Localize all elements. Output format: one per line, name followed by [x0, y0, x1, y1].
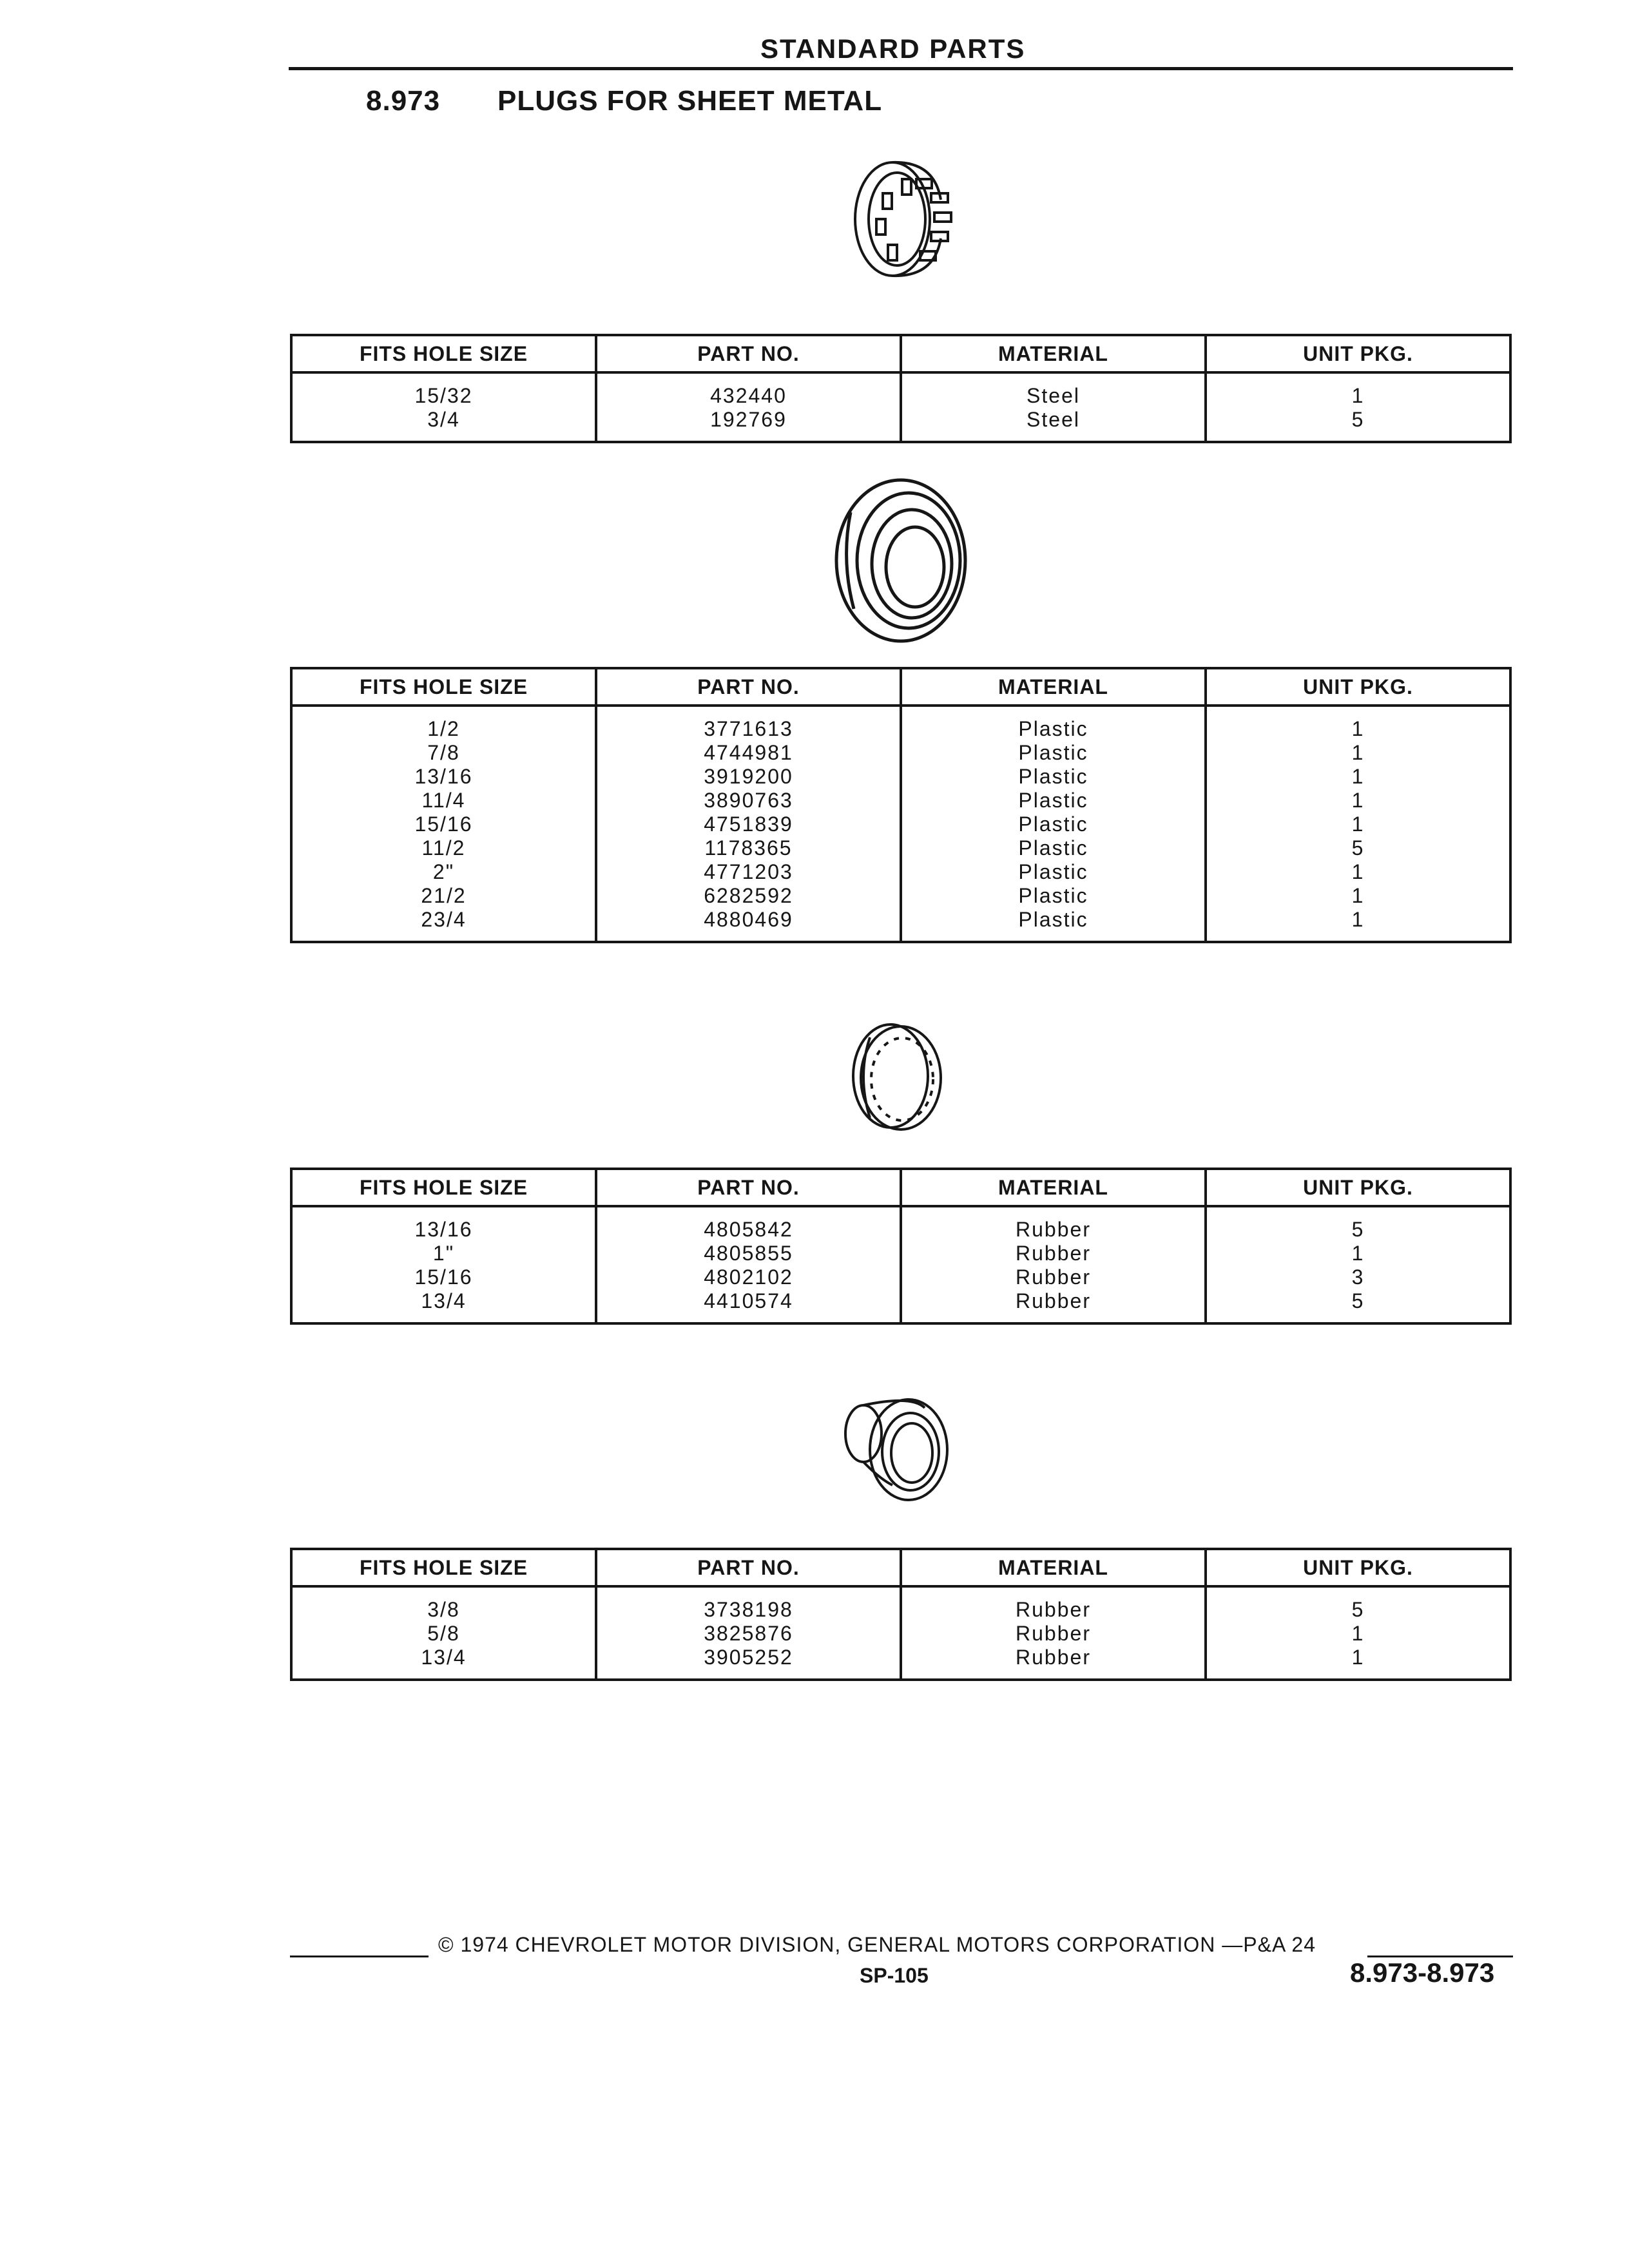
- cell-fits-hole-size: 15/16: [414, 812, 473, 836]
- table-body: [290, 1207, 1512, 1325]
- parts-table-steel: [290, 334, 1512, 443]
- cell-part-no: 432440: [710, 384, 787, 407]
- column-fits-hole-size: [293, 374, 597, 441]
- cell-fits-hole-size: 3/4: [427, 408, 460, 431]
- cell-fits-hole-size: 13/4: [421, 1289, 467, 1312]
- cell-part-no: 3771613: [704, 717, 793, 740]
- cell-fits-hole-size: 21/2: [421, 884, 467, 907]
- cell-material: Plastic: [1018, 717, 1088, 740]
- parts-table-rubber-plug: [290, 1168, 1512, 1325]
- cell-unit-pkg: 1: [1351, 860, 1365, 883]
- cell-unit-pkg: 1: [1351, 789, 1365, 812]
- cell-part-no: 4802102: [704, 1265, 793, 1289]
- cell-fits-hole-size: 11/2: [421, 836, 466, 860]
- column-fits-hole-size: [293, 1207, 597, 1322]
- col-part-no: PART NO.: [597, 669, 902, 704]
- col-part-no: PART NO.: [597, 1550, 902, 1585]
- cell-part-no: 3738198: [704, 1598, 793, 1621]
- parts-table-plastic: [290, 667, 1512, 943]
- column-part-no: [597, 707, 902, 941]
- column-material: [902, 374, 1207, 441]
- cell-unit-pkg: 5: [1351, 1598, 1365, 1621]
- column-material: [902, 707, 1207, 941]
- cell-unit-pkg: 1: [1351, 812, 1365, 836]
- cell-part-no: 1178365: [704, 836, 793, 860]
- cell-material: Plastic: [1018, 908, 1088, 931]
- cell-material: Plastic: [1018, 765, 1088, 788]
- cell-unit-pkg: 1: [1351, 908, 1365, 931]
- cell-material: Plastic: [1018, 812, 1088, 836]
- cell-material: Steel: [1027, 384, 1080, 407]
- col-part-no: PART NO.: [597, 336, 902, 371]
- cell-material: Rubber: [1016, 1289, 1091, 1312]
- footer-page-id: SP-105: [860, 1964, 929, 1987]
- cell-part-no: 3919200: [704, 765, 793, 788]
- cell-unit-pkg: 1: [1351, 1646, 1365, 1669]
- cell-unit-pkg: 5: [1351, 1289, 1365, 1312]
- cell-material: Rubber: [1016, 1218, 1091, 1241]
- cell-part-no: 4805855: [704, 1242, 793, 1265]
- table-body: [290, 374, 1512, 443]
- cell-fits-hole-size: 1": [432, 1242, 455, 1265]
- cell-fits-hole-size: 13/4: [421, 1646, 467, 1669]
- cell-unit-pkg: 1: [1351, 884, 1365, 907]
- column-part-no: [597, 1588, 902, 1678]
- cell-fits-hole-size: 13/16: [414, 1218, 473, 1241]
- column-unit-pkg: [1207, 374, 1509, 441]
- cell-unit-pkg: 3: [1351, 1265, 1365, 1289]
- cell-material: Plastic: [1018, 836, 1088, 860]
- col-fits-hole-size: FITS HOLE SIZE: [293, 669, 597, 704]
- cell-material: Rubber: [1016, 1598, 1091, 1621]
- cell-unit-pkg: 1: [1351, 765, 1365, 788]
- cell-fits-hole-size: 7/8: [427, 741, 460, 764]
- col-unit-pkg: UNIT PKG.: [1303, 1175, 1413, 1199]
- column-fits-hole-size: [293, 1588, 597, 1678]
- cell-material: Rubber: [1016, 1646, 1091, 1669]
- cell-part-no: 3890763: [704, 789, 793, 812]
- cell-fits-hole-size: 13/16: [414, 765, 473, 788]
- column-unit-pkg: [1207, 707, 1509, 941]
- column-fits-hole-size: [293, 707, 597, 941]
- rubber-grommet-icon: [834, 1382, 963, 1511]
- table-header: [290, 334, 1512, 374]
- cell-unit-pkg: 5: [1351, 836, 1365, 860]
- column-material: [902, 1588, 1207, 1678]
- cell-unit-pkg: 5: [1351, 1218, 1365, 1241]
- footer-rule-left: [290, 1956, 429, 1957]
- footer-copyright: © 1974 CHEVROLET MOTOR DIVISION, GENERAL MOTORS CORPORATION —P&A 24: [438, 1933, 1316, 1956]
- col-part-no: PART NO.: [597, 1170, 902, 1205]
- col-material: MATERIAL: [902, 336, 1207, 371]
- cell-part-no: 4771203: [704, 860, 793, 883]
- cell-part-no: 4805842: [704, 1218, 793, 1241]
- section-header: STANDARD PARTS: [760, 34, 1026, 64]
- col-fits-hole-size: FITS HOLE SIZE: [293, 1550, 597, 1585]
- cell-material: Plastic: [1018, 860, 1088, 883]
- cell-fits-hole-size: 11/4: [421, 789, 466, 812]
- cell-part-no: 6282592: [704, 884, 793, 907]
- col-unit-pkg: UNIT PKG.: [1303, 1555, 1413, 1579]
- cell-part-no: 4410574: [704, 1289, 793, 1312]
- table-body: [290, 707, 1512, 943]
- cell-unit-pkg: 1: [1351, 741, 1365, 764]
- col-material: MATERIAL: [902, 1170, 1207, 1205]
- cell-fits-hole-size: 2": [432, 860, 455, 883]
- cell-unit-pkg: 1: [1351, 384, 1365, 407]
- cell-unit-pkg: 5: [1351, 408, 1365, 431]
- footer-page-range: 8.973-8.973: [1350, 1957, 1495, 1988]
- cell-part-no: 192769: [710, 408, 787, 431]
- cell-fits-hole-size: 1/2: [427, 717, 460, 740]
- cell-unit-pkg: 1: [1351, 717, 1365, 740]
- cell-unit-pkg: 1: [1351, 1622, 1365, 1645]
- cell-part-no: 3825876: [704, 1622, 793, 1645]
- cell-material: Rubber: [1016, 1265, 1091, 1289]
- column-part-no: [597, 1207, 902, 1322]
- col-fits-hole-size: FITS HOLE SIZE: [293, 1170, 597, 1205]
- cell-unit-pkg: 1: [1351, 1242, 1365, 1265]
- cell-material: Steel: [1027, 408, 1080, 431]
- cell-material: Rubber: [1016, 1622, 1091, 1645]
- cell-fits-hole-size: 3/8: [427, 1598, 460, 1621]
- column-material: [902, 1207, 1207, 1322]
- cell-material: Rubber: [1016, 1242, 1091, 1265]
- section-title: PLUGS FOR SHEET METAL: [497, 85, 883, 117]
- column-unit-pkg: [1207, 1588, 1509, 1678]
- cell-part-no: 4880469: [704, 908, 793, 931]
- cell-material: Plastic: [1018, 884, 1088, 907]
- col-fits-hole-size: FITS HOLE SIZE: [293, 336, 597, 371]
- column-unit-pkg: [1207, 1207, 1509, 1322]
- column-part-no: [597, 374, 902, 441]
- rubber-plug-icon: [844, 1015, 954, 1137]
- cell-material: Plastic: [1018, 741, 1088, 764]
- cell-fits-hole-size: 23/4: [421, 908, 467, 931]
- table-header: [290, 667, 1512, 707]
- col-unit-pkg: UNIT PKG.: [1303, 675, 1413, 698]
- table-body: [290, 1588, 1512, 1681]
- col-material: MATERIAL: [902, 669, 1207, 704]
- cell-fits-hole-size: 15/16: [414, 1265, 473, 1289]
- cell-fits-hole-size: 15/32: [414, 384, 473, 407]
- cell-material: Plastic: [1018, 789, 1088, 812]
- table-header: [290, 1548, 1512, 1588]
- cell-part-no: 3905252: [704, 1646, 793, 1669]
- col-material: MATERIAL: [902, 1550, 1207, 1585]
- cell-part-no: 4751839: [704, 812, 793, 836]
- cell-part-no: 4744981: [704, 741, 793, 764]
- section-number: 8.973: [366, 85, 441, 117]
- header-rule: [289, 67, 1513, 70]
- clip-plug-icon: [838, 148, 967, 290]
- col-unit-pkg: UNIT PKG.: [1303, 341, 1413, 365]
- table-header: [290, 1168, 1512, 1207]
- plastic-plug-icon: [825, 474, 979, 648]
- parts-table-rubber-grommet: [290, 1548, 1512, 1681]
- cell-fits-hole-size: 5/8: [427, 1622, 460, 1645]
